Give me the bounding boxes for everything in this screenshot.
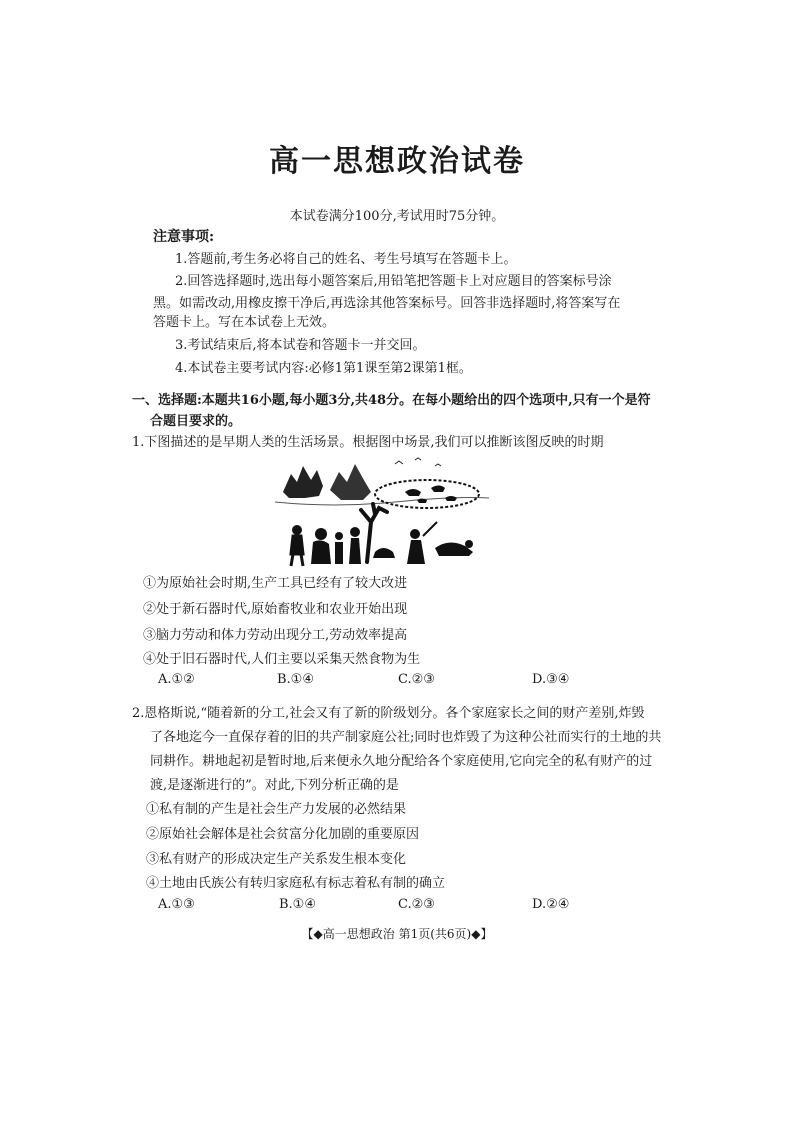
q2-statement: ④土地由氏族公有转归家庭私有标志着私有制的确立 (146, 876, 446, 891)
notice-item: 黑。如需改动,用橡皮擦干净后,再选涂其他答案标号。回答非选择题时,将答案写在 (153, 296, 621, 311)
q2-option-d: D.②④ (532, 897, 570, 912)
notice-item: 4.本试卷主要考试内容:必修1第1课至第2课第1框。 (175, 361, 472, 376)
q1-statement: ①为原始社会时期,生产工具已经有了较大改进 (143, 576, 408, 591)
notice-item: 答题卡上。写在本试卷上无效。 (153, 315, 336, 330)
early-human-scene-illustration (275, 452, 489, 570)
page-title: 高一思想政治试卷 (269, 144, 525, 179)
q2-statement: ①私有制的产生是社会生产力发展的必然结果 (146, 802, 407, 817)
q2-option-c: C.②③ (398, 897, 435, 912)
q2-option-b: B.①④ (279, 897, 316, 912)
question-2-stem: 2.恩格斯说,“随着新的分工,社会又有了新的阶级划分。各个家庭家长之间的财产差别,炸毁 (132, 706, 645, 721)
notice-item: 1.答题前,考生务必将自己的姓名、考生号填写在答题卡上。 (175, 252, 517, 267)
question-2-stem: 了各地迄今一直保存着的旧的共产制家庭公社;同时也炸毁了为这种公社而实行的土地的共 (150, 730, 662, 745)
q1-option-b: B.①④ (277, 672, 314, 687)
q1-option-a: A.①② (158, 672, 195, 687)
q1-statement: ③脑力劳动和体力劳动出现分工,劳动效率提高 (143, 628, 408, 643)
q1-option-d: D.③④ (532, 672, 570, 687)
q1-option-c: C.②③ (398, 672, 435, 687)
notice-heading: 注意事项: (153, 229, 215, 245)
q2-statement: ③私有财产的形成决定生产关系发生根本变化 (146, 852, 407, 867)
notice-item: 2.回答选择题时,选出每小题答案后,用铅笔把答题卡上对应题目的答案标号涂 (175, 274, 612, 289)
question-1-stem: 1.下图描述的是早期人类的生活场景。根据图中场景,我们可以推断该图反映的时期 (132, 435, 604, 450)
exam-subtitle: 本试卷满分100分,考试用时75分钟。 (289, 209, 505, 224)
notice-item: 3.考试结束后,将本试卷和答题卡一并交回。 (175, 338, 426, 353)
q2-statement: ②原始社会解体是社会贫富分化加剧的重要原因 (146, 827, 420, 842)
question-2-stem: 同耕作。耕地起初是暂时地,后来便永久地分配给各个家庭使用,它向完全的私有财产的过 (150, 754, 653, 769)
q2-option-a: A.①③ (158, 897, 195, 912)
section-heading: 一、选择题:本题共16小题,每小题3分,共48分。在每小题给出的四个选项中,只有一个是符 (132, 393, 651, 408)
q1-statement: ②处于新石器时代,原始畜牧业和农业开始出现 (143, 602, 408, 617)
question-2-stem: 渡,是逐渐进行的”。对此,下列分析正确的是 (150, 778, 399, 793)
section-heading-cont: 合题目要求的。 (150, 414, 242, 429)
q1-statement: ④处于旧石器时代,人们主要以采集天然食物为生 (143, 652, 421, 667)
page-footer: 【◆高一思想政治 第1页(共6页)◆】 (301, 927, 493, 941)
